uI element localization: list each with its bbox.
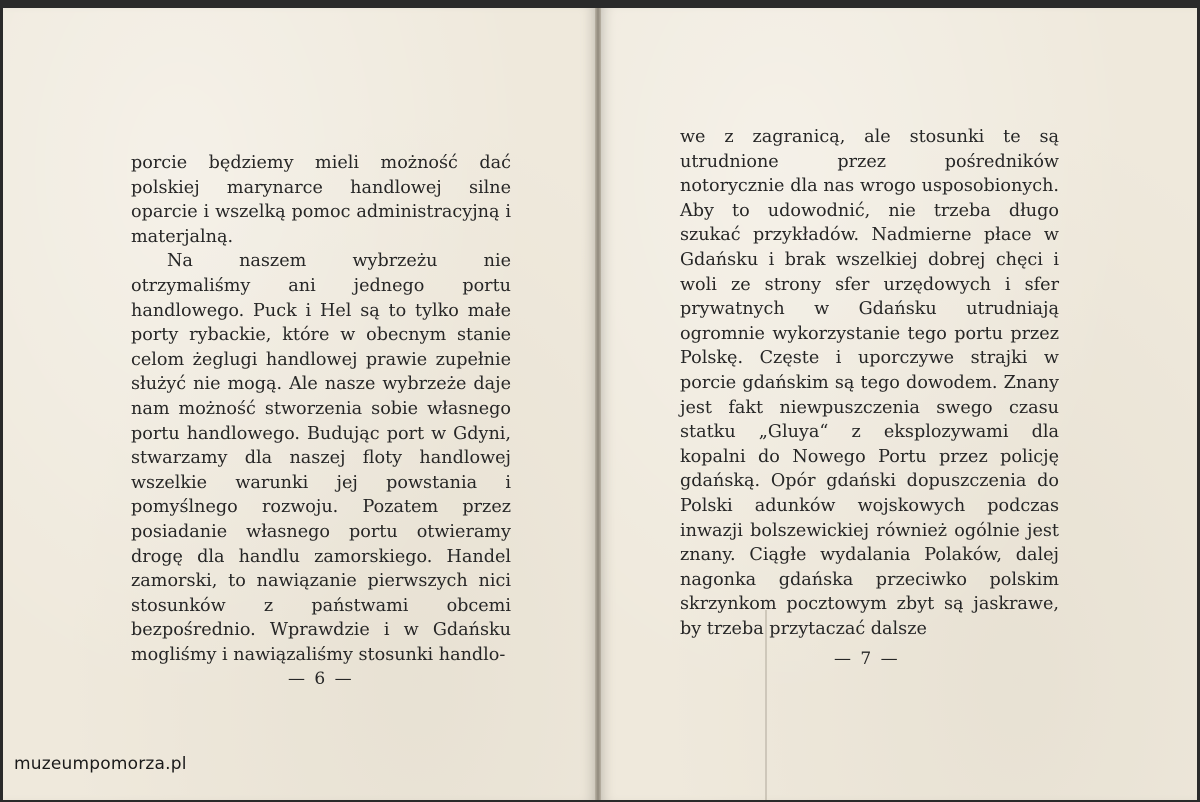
right-page-text — [680, 125, 1059, 641]
left-page-text — [131, 151, 511, 667]
left-paragraph-2: Na naszem wybrzeżu nie otrzymaliśmy ani jednego portu handlowego. Puck i Hel są to tylko małe porty rybackie, które w obecnym stanie celom żeglugi handlowej prawie zupełnie służyć nie mogą. Ale nasze wybrzeże daje nam możność stworzenia sobie własnego portu handlowego. Budując port w Gdyni, stwarzamy dla naszej floty handlowej wszelkie warunki jej powstania i pomyślnego rozwoju. Pozatem przez posiadanie własnego portu otwieramy drogę dla handlu zamorskiego. Handel zamorski, to nawiązanie pierwszych nici stosunków z państwami obcemi bezpośrednio. Wprawdzie i w Gdańsku mogliśmy i nawiązaliśmy stosunki handlo- — [131, 251, 511, 665]
right-paragraph-1: we z zagranicą, ale stosunki te są utrudnione przez pośredników notorycznie dla nas wrogo usposobionych. Aby to udowodnić, nie trzeba długo szukać przykładów. Nadmierne płace w Gdańsku i brak wszelkiej dobrej chęci i woli ze strony sfer urzędowych i sfer prywatnych w Gdańsku utrudniają ogromnie wykorzystanie tego portu przez Polskę. Częste i uporczywe strajki w porcie gdańskim są tego dowodem. Znany jest fakt niewpuszczenia swego czasu statku „Gluya“ z eksplozywami dla kopalni do Nowego Portu przez policję gdańską. Opór gdański dopuszczenia do Polski adunków wojskowych podczas inwazji bolszewickiej również ogólnie jest znany. Ciągłe wydalania Polaków, dalej nagonka gdańska przeciwko polskim skrzynkom pocztowym zbyt są jaskrawe, by trzeba przytaczać dalsze — [680, 127, 1059, 639]
left-paragraph-1: porcie będziemy mieli możność dać polskiej marynarce handlowej silne oparcie i wszelką pomoc administracyjną i materjalną. — [131, 153, 511, 247]
left-page-number: — 6 — — [288, 669, 354, 689]
right-page — [601, 8, 1197, 800]
paper-crease — [765, 610, 767, 800]
left-page — [3, 8, 595, 800]
right-page-number: — 7 — — [834, 649, 900, 669]
watermark-label: muzeumpomorza.pl — [14, 754, 187, 774]
